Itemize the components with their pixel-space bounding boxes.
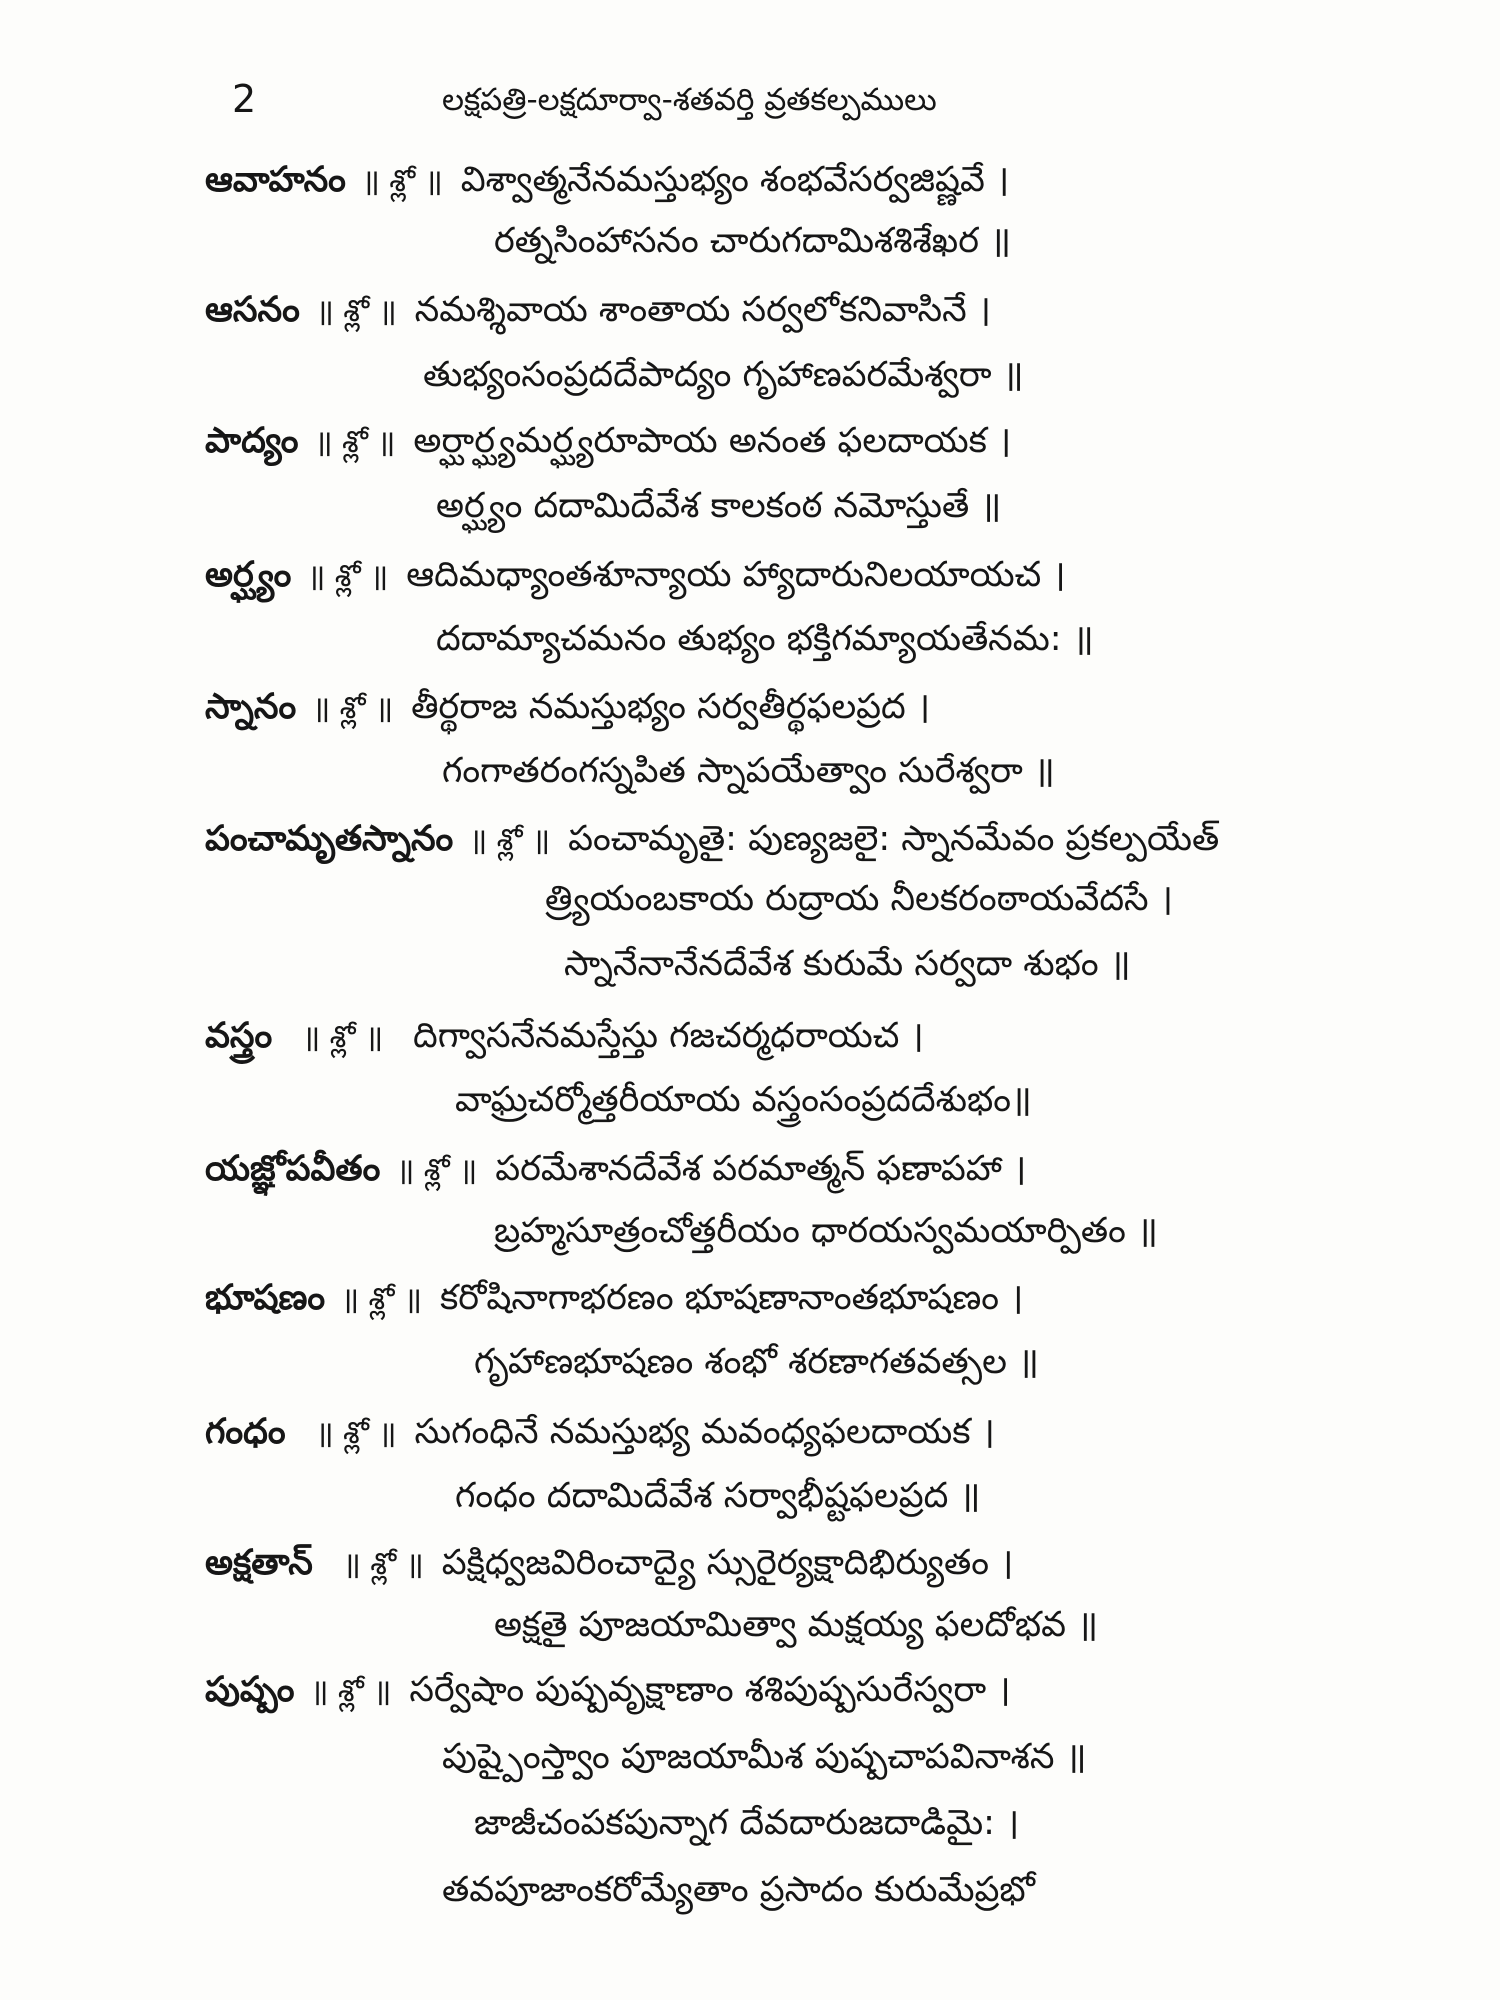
section-label: స్నానం <box>205 687 297 727</box>
page-number: 2 <box>232 77 257 121</box>
verse-line: గంగాతరంగస్నపిత స్నాపయేత్వాం సురేశ్వరా ॥ <box>442 751 1055 791</box>
verse-line: అక్షతై పూజయామిత్వా మక్షయ్య ఫలదోభవ ॥ <box>494 1605 1099 1645</box>
section-label: పంచామృతస్నానం <box>205 819 454 859</box>
shloka-marker: ॥ శ్లో ॥ <box>361 164 443 199</box>
verse-line: పుష్పైంస్త్వాం పూజయామీశ పుష్పచాపవినాశన ॥ <box>442 1737 1087 1777</box>
verse-heading-line <box>205 1666 1011 1716</box>
verse-line: విశ్వాత్మనేనమస్తుభ్యం శంభవేసర్వజిష్ణవే । <box>460 160 1010 200</box>
verse-heading-line <box>205 156 1009 206</box>
verse-line: కరోషినాగాభరణం భూషణానాంతభూషణం । <box>440 1278 1024 1318</box>
shloka-marker: ॥ శ్లో ॥ <box>310 1674 392 1709</box>
verse-heading-line <box>205 683 930 733</box>
section-label: అర్ఘ్యం <box>205 555 292 595</box>
verse-line: జాజీచంపకపున్నాగ దేవదారుజదాడిమై: । <box>474 1803 1020 1843</box>
verse-line: అర్ఘ్యం దదామిదేవేశ కాలకంఠ నమోస్తుతే ॥ <box>436 486 1002 526</box>
verse-heading-line <box>205 1145 1026 1195</box>
shloka-marker: ॥ శ్లో ॥ <box>312 691 394 726</box>
verse-heading-line <box>205 1539 1013 1589</box>
section-label: ఆసనం <box>205 290 300 330</box>
verse-heading-line <box>205 1408 995 1458</box>
shloka-marker: ॥ శ్లో ॥ <box>341 1282 422 1317</box>
verse-heading-line <box>205 815 1219 865</box>
verse-line: ఆదిమధ్యాంతశూన్యాయ హ్యాదారునిలయాయచ । <box>406 555 1066 595</box>
section-label: పుష్పం <box>205 1670 295 1710</box>
running-title: లక్షపత్రి-లక్షదూర్వా-శతవర్తి వ్రతకల్పములు <box>442 82 937 118</box>
section-label: వస్త్రం <box>205 1016 273 1056</box>
shloka-marker: ॥ శ్లో ॥ <box>315 1416 397 1451</box>
verse-line: బ్రహ్మసూత్రంచోత్తరీయం ధారయస్వమయార్పితం ॥ <box>494 1211 1158 1251</box>
verse-line: అర్ఘార్ఘ్యమర్ఘ్యరూపాయ అనంత ఫలదాయక । <box>413 421 1012 461</box>
verse-line: తుభ్యంసంప్రదదేపాద్యం గృహాణపరమేశ్వరా ॥ <box>423 355 1024 395</box>
section-label: భూషణం <box>205 1278 326 1318</box>
verse-line: పంచామృతై: పుణ్యజలై: స్నానమేవం ప్రకల్పయేత్ <box>568 819 1220 859</box>
verse-line: త్ర్యియంబకాయ రుద్రాయ నీలకరంఠాయవేదసే । <box>545 879 1173 919</box>
verse-line: గంధం దదామిదేవేశ సర్వాభీష్టఫలప్రద ॥ <box>455 1476 981 1516</box>
verse-heading-line <box>205 551 1066 601</box>
shloka-marker: ॥ శ్లో ॥ <box>307 559 389 594</box>
section-label: అక్షతాన్ <box>205 1543 313 1583</box>
section-label: ఆవాహనం <box>205 160 346 200</box>
verse-line: రత్నసింహాసనం చారుగదామిశశిశేఖర ॥ <box>494 221 1012 261</box>
verse-line: తవపూజాంకరోమ్యేతాం ప్రసాదం కురుమేప్రభో <box>442 1870 1035 1910</box>
verse-line: పక్షిధ్వజవిరించాద్యై స్సురైర్యక్షాదిభిర్యుతం । <box>441 1543 1014 1583</box>
verse-heading-line <box>205 286 991 336</box>
section-label: గంధం <box>205 1412 286 1452</box>
verse-line: దదామ్యాచమనం తుభ్యం భక్తిగమ్యాయతేనమ: ॥ <box>436 619 1094 659</box>
shloka-marker: ॥ శ్లో ॥ <box>342 1547 424 1582</box>
verse-line: వాఘ్రచర్మోత్తరీయాయ వస్త్రంసంప్రదదేశుభం॥ <box>455 1080 1032 1120</box>
shloka-marker: ॥ శ్లో ॥ <box>315 294 397 329</box>
section-label: యజ్ఞోపవీతం <box>205 1149 381 1189</box>
verse-heading-line <box>205 1012 924 1062</box>
verse-heading-line <box>205 1274 1023 1324</box>
shloka-marker: ॥ శ్లో ॥ <box>396 1153 478 1188</box>
shloka-marker: ॥ శ్లో ॥ <box>469 823 551 858</box>
verse-line: గృహాణభూషణం శంభో శరణాగతవత్సల ॥ <box>474 1342 1039 1382</box>
verse-line: తీర్థరాజ నమస్తుభ్యం సర్వతీర్థఫలప్రద । <box>411 687 931 727</box>
verse-heading-line <box>205 417 1011 467</box>
verse-line: స్నానేనానేనదేవేశ కురుమే సర్వదా శుభం ॥ <box>564 944 1131 984</box>
verse-line: సుగంధినే నమస్తుభ్య మవంధ్యఫలదాయక । <box>414 1412 995 1452</box>
verse-line: దిగ్వాసనేనమస్తేస్తు గజచర్మధరాయచ । <box>413 1016 924 1056</box>
verse-line: సర్వేషాం పుష్పవృక్షాణాం శశిపుష్పసురేస్వరా । <box>409 1670 1011 1710</box>
shloka-marker: ॥ శ్లో ॥ <box>302 1020 384 1055</box>
shloka-marker: ॥ శ్లో ॥ <box>314 425 396 460</box>
section-label: పాద్యం <box>205 421 299 461</box>
verse-line: పరమేశానదేవేశ పరమాత్మన్ ఫణాపహా । <box>495 1149 1027 1189</box>
verse-line: నమశ్శివాయ శాంతాయ సర్వలోకనివాసినే । <box>414 290 992 330</box>
